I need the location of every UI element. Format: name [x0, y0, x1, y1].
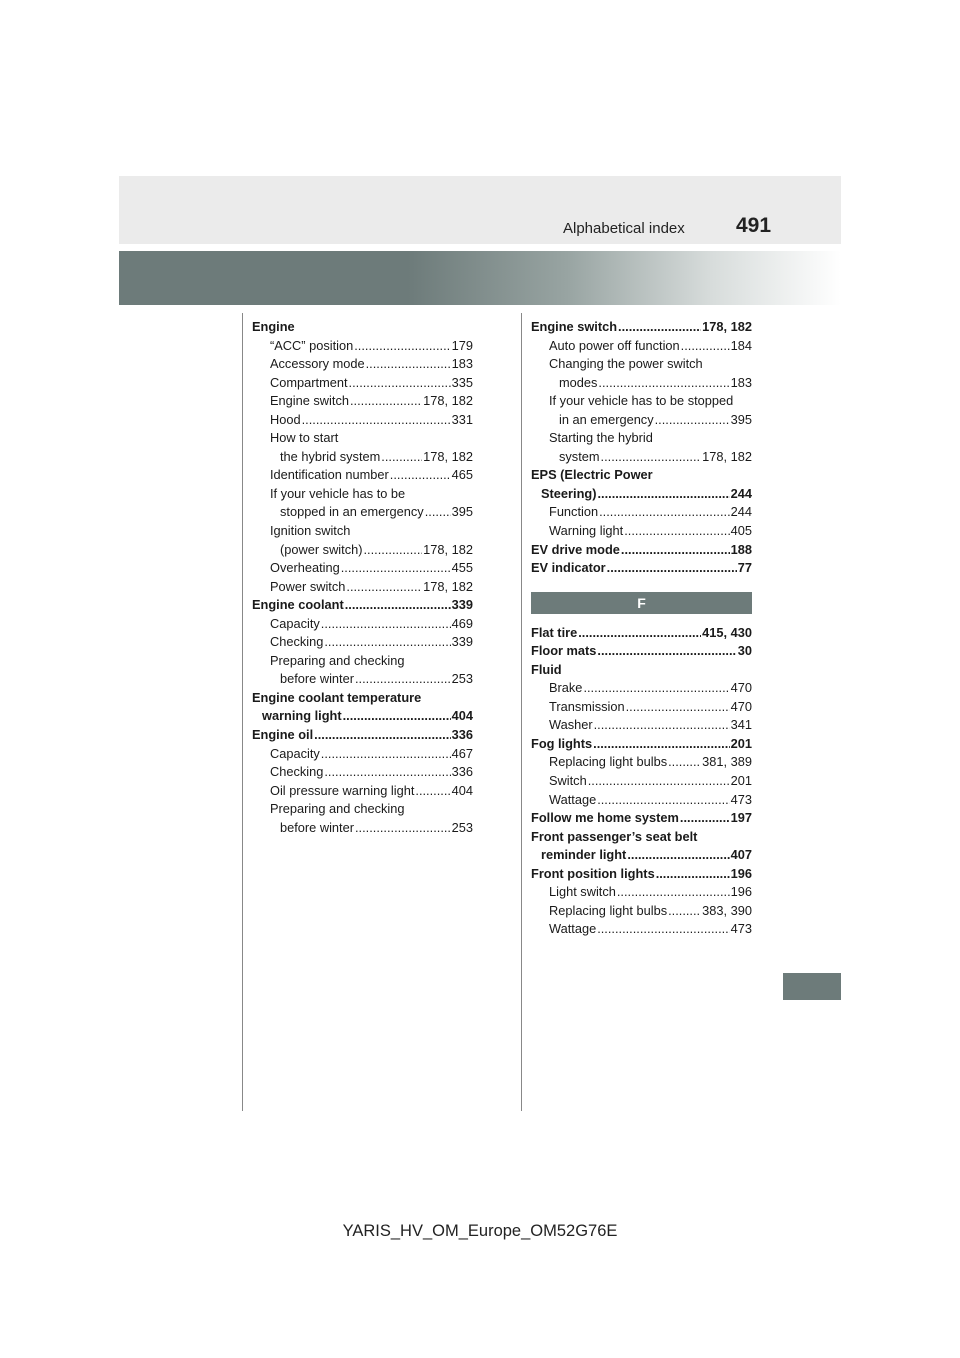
dot-leader: [390, 466, 451, 485]
dot-leader: [321, 615, 451, 634]
index-entry: [252, 707, 473, 726]
page-reference: 473: [730, 921, 752, 937]
index-term: If your vehicle has to be: [270, 485, 406, 501]
index-term: system: [559, 448, 600, 464]
page-reference: 336: [451, 727, 473, 743]
dot-leader: [601, 448, 702, 467]
dot-leader: [626, 698, 730, 717]
index-entry: [531, 661, 752, 680]
index-column-right: [531, 318, 752, 939]
page-reference: 341: [730, 717, 752, 733]
dot-leader: [355, 670, 451, 689]
dot-leader: [425, 503, 451, 522]
dot-leader: [597, 920, 729, 939]
page-reference: 178, 182: [702, 448, 752, 464]
page-reference: 178, 182: [423, 393, 473, 409]
index-term: Capacity: [270, 745, 320, 761]
index-entry: [252, 429, 473, 448]
dot-leader: [324, 763, 450, 782]
dot-leader: [597, 791, 729, 810]
index-entry: [531, 883, 752, 902]
index-entry: [252, 541, 473, 560]
page-reference: 470: [730, 698, 752, 714]
index-entry: [252, 559, 473, 578]
index-entry: [252, 485, 473, 504]
page-reference: 179: [451, 337, 473, 353]
page-reference: 178, 182: [423, 448, 473, 464]
page-reference: 30: [737, 643, 752, 659]
dot-leader: [364, 541, 423, 560]
index-group-f: [531, 624, 752, 939]
index-entry: [531, 865, 752, 884]
page-reference: 196: [730, 884, 752, 900]
dot-leader: [588, 772, 730, 791]
dot-leader: [607, 559, 737, 578]
page-reference: 405: [730, 523, 752, 539]
dot-leader: [618, 318, 701, 337]
index-entry: [252, 411, 473, 430]
dot-leader: [617, 883, 730, 902]
index-entry: [531, 503, 752, 522]
index-entry: [252, 615, 473, 634]
index-entry: [531, 411, 752, 430]
dot-leader: [599, 503, 730, 522]
index-term: Ignition switch: [270, 523, 351, 539]
index-entry: [252, 374, 473, 393]
page-reference: 253: [451, 671, 473, 687]
page-reference: 183: [451, 356, 473, 372]
dot-leader: [321, 745, 451, 764]
dot-leader: [656, 865, 730, 884]
index-entry: [531, 698, 752, 717]
page-reference: 178, 182: [423, 578, 473, 594]
page-reference: 415, 430: [702, 624, 752, 640]
index-term: Compartment: [270, 374, 348, 390]
index-group-e: [531, 318, 752, 578]
index-term: Replacing light bulbs: [549, 754, 668, 770]
index-term: Replacing light bulbs: [549, 902, 668, 918]
page-reference: 469: [451, 615, 473, 631]
index-entry: [531, 541, 752, 560]
gradient-band: [119, 251, 841, 305]
index-term: Preparing and checking: [270, 652, 405, 668]
dot-leader: [341, 559, 451, 578]
index-entry: [252, 633, 473, 652]
dot-leader: [621, 541, 730, 560]
index-entry: [531, 791, 752, 810]
side-tab-marker: [783, 973, 841, 1000]
index-term: Engine coolant temperature: [252, 689, 422, 705]
index-term: in an emergency: [559, 411, 654, 427]
index-entry: [252, 819, 473, 838]
page-reference: 244: [730, 504, 752, 520]
page-reference: 339: [451, 634, 473, 650]
index-term: Starting the hybrid: [549, 430, 653, 446]
page-reference: 183: [730, 374, 752, 390]
dot-leader: [302, 411, 451, 430]
index-entry: [531, 846, 752, 865]
dot-leader: [314, 726, 450, 745]
dot-leader: [324, 633, 450, 652]
index-term: Oil pressure warning light: [270, 782, 415, 798]
dot-leader: [346, 578, 422, 597]
page-reference: 467: [451, 745, 473, 761]
index-term: Wattage: [549, 921, 597, 937]
index-term: before winter: [280, 671, 354, 687]
page-reference: 336: [451, 764, 473, 780]
index-term: Hood: [270, 411, 301, 427]
page-reference: 383, 390: [702, 902, 752, 918]
dot-leader: [627, 846, 729, 865]
index-term: How to start: [270, 430, 339, 446]
index-entry: [531, 318, 752, 337]
index-entry: [252, 782, 473, 801]
index-term: Switch: [549, 773, 587, 789]
page-reference: 395: [730, 411, 752, 427]
page-reference: 473: [730, 791, 752, 807]
doc-code-footer: YARIS_HV_OM_Europe_OM52G76E: [342, 1222, 618, 1240]
dot-leader: [583, 679, 729, 698]
index-term: Preparing and checking: [270, 801, 405, 817]
index-term: Overheating: [270, 560, 340, 576]
index-entry: [531, 429, 752, 448]
index-term: Fog lights: [531, 735, 593, 751]
index-entry: [252, 800, 473, 819]
page-reference: 404: [451, 708, 473, 724]
index-term: Warning light: [549, 523, 624, 539]
dot-leader: [597, 642, 736, 661]
index-entry: [531, 522, 752, 541]
page-reference: 178, 182: [423, 541, 473, 557]
dot-leader: [598, 374, 729, 393]
index-entry: [252, 689, 473, 708]
dot-leader: [668, 902, 701, 921]
index-entry: [531, 485, 752, 504]
page-reference: 196: [730, 865, 752, 881]
page-reference: 470: [730, 680, 752, 696]
dot-leader: [345, 596, 451, 615]
index-entry: [252, 726, 473, 745]
index-entry: [531, 448, 752, 467]
index-entry: [531, 753, 752, 772]
index-term: Engine oil: [252, 727, 314, 743]
page-reference: 395: [451, 504, 473, 520]
index-entry: [531, 828, 752, 847]
page-reference: 404: [451, 782, 473, 798]
index-term: Engine switch: [270, 393, 349, 409]
index-entry: [252, 763, 473, 782]
index-term: EV drive mode: [531, 541, 620, 557]
dot-leader: [681, 337, 730, 356]
index-entry: [252, 318, 473, 337]
index-term: If your vehicle has to be stopped: [549, 393, 734, 409]
page-reference: 188: [730, 541, 752, 557]
index-term: Fluid: [531, 661, 562, 677]
page-reference: 339: [451, 597, 473, 613]
index-term: Auto power off function: [549, 337, 680, 353]
index-term: EV indicator: [531, 560, 606, 576]
index-term: EPS (Electric Power: [531, 467, 653, 483]
index-term: Capacity: [270, 615, 320, 631]
dot-leader: [415, 782, 450, 801]
page-reference: 184: [730, 337, 752, 353]
index-term: modes: [559, 374, 598, 390]
letter-section-bar: F: [531, 592, 752, 614]
index-entry: [252, 670, 473, 689]
index-term: Checking: [270, 764, 324, 780]
dot-leader: [593, 735, 730, 754]
page-reference: 381, 389: [702, 754, 752, 770]
index-entry: [252, 652, 473, 671]
index-term: Front passenger’s seat belt: [531, 828, 698, 844]
dot-leader: [597, 485, 729, 504]
left-column-rule: [242, 313, 243, 1111]
page-reference: 407: [730, 847, 752, 863]
index-entry: [531, 772, 752, 791]
page-reference: 331: [451, 411, 473, 427]
index-term: Floor mats: [531, 643, 597, 659]
index-term: Engine switch: [531, 319, 618, 334]
index-term: Changing the power switch: [549, 356, 703, 372]
index-term: the hybrid system: [280, 448, 381, 464]
page-number: 491: [736, 214, 772, 237]
index-entry: [531, 392, 752, 411]
index-entry: [531, 809, 752, 828]
index-entry: [531, 716, 752, 735]
dot-leader: [578, 624, 701, 643]
dot-leader: [668, 753, 701, 772]
index-entry: [531, 337, 752, 356]
dot-leader: [594, 716, 730, 735]
page-reference: 335: [451, 374, 473, 390]
index-term: Brake: [549, 680, 583, 696]
index-entry: [531, 679, 752, 698]
dot-leader: [354, 337, 450, 356]
index-term: Washer: [549, 717, 593, 733]
index-entry: [531, 642, 752, 661]
index-entry: [531, 735, 752, 754]
index-term: Front position lights: [531, 865, 655, 881]
dot-leader: [366, 355, 451, 374]
index-term: reminder light: [541, 847, 627, 863]
index-entry: [252, 522, 473, 541]
page-reference: 465: [451, 467, 473, 483]
index-entry: [531, 559, 752, 578]
index-term: warning light: [262, 708, 342, 724]
index-term: Function: [549, 504, 599, 520]
index-entry: [531, 920, 752, 939]
dot-leader: [355, 819, 451, 838]
index-entry: [252, 503, 473, 522]
dot-leader: [349, 374, 451, 393]
page-reference: 244: [730, 485, 752, 501]
dot-leader: [655, 411, 730, 430]
page-reference: 197: [730, 810, 752, 826]
index-term: Power switch: [270, 578, 346, 594]
page-reference: 201: [730, 735, 752, 751]
index-term: “ACC” position: [270, 337, 354, 353]
index-term: Identification number: [270, 467, 389, 483]
index-entry: [252, 596, 473, 615]
page-reference: 77: [737, 560, 752, 576]
header-band: [119, 176, 841, 244]
page-reference: 253: [451, 819, 473, 835]
index-entry: [252, 466, 473, 485]
index-term: stopped in an emergency: [280, 504, 424, 520]
dot-leader: [381, 448, 422, 467]
index-term: Engine: [252, 319, 295, 334]
index-term: Wattage: [549, 791, 597, 807]
index-entry: [252, 578, 473, 597]
dot-leader: [350, 392, 422, 411]
index-entry: [252, 337, 473, 356]
index-term: Flat tire: [531, 624, 578, 640]
index-term: Follow me home system: [531, 810, 679, 826]
index-entry: [252, 745, 473, 764]
index-term: Steering): [541, 485, 597, 501]
index-entry: [531, 466, 752, 485]
index-entry: [531, 902, 752, 921]
dot-leader: [343, 707, 451, 726]
index-term: (power switch): [280, 541, 363, 557]
page-reference: 455: [451, 560, 473, 576]
index-entry: [252, 355, 473, 374]
index-term: Engine coolant: [252, 597, 344, 613]
dot-leader: [624, 522, 729, 541]
index-entry: [531, 374, 752, 393]
page-reference: 201: [730, 773, 752, 789]
page-reference: 178, 182: [702, 319, 752, 334]
index-entry: [252, 448, 473, 467]
right-column-rule: [521, 313, 522, 1111]
index-column-left: [252, 318, 473, 837]
index-entry: [252, 392, 473, 411]
index-entry: [531, 355, 752, 374]
index-term: Transmission: [549, 698, 625, 714]
index-term: Accessory mode: [270, 356, 365, 372]
section-title: Alphabetical index: [563, 220, 685, 237]
index-term: before winter: [280, 819, 354, 835]
dot-leader: [680, 809, 730, 828]
index-term: Checking: [270, 634, 324, 650]
index-entry: [531, 624, 752, 643]
index-term: Light switch: [549, 884, 616, 900]
